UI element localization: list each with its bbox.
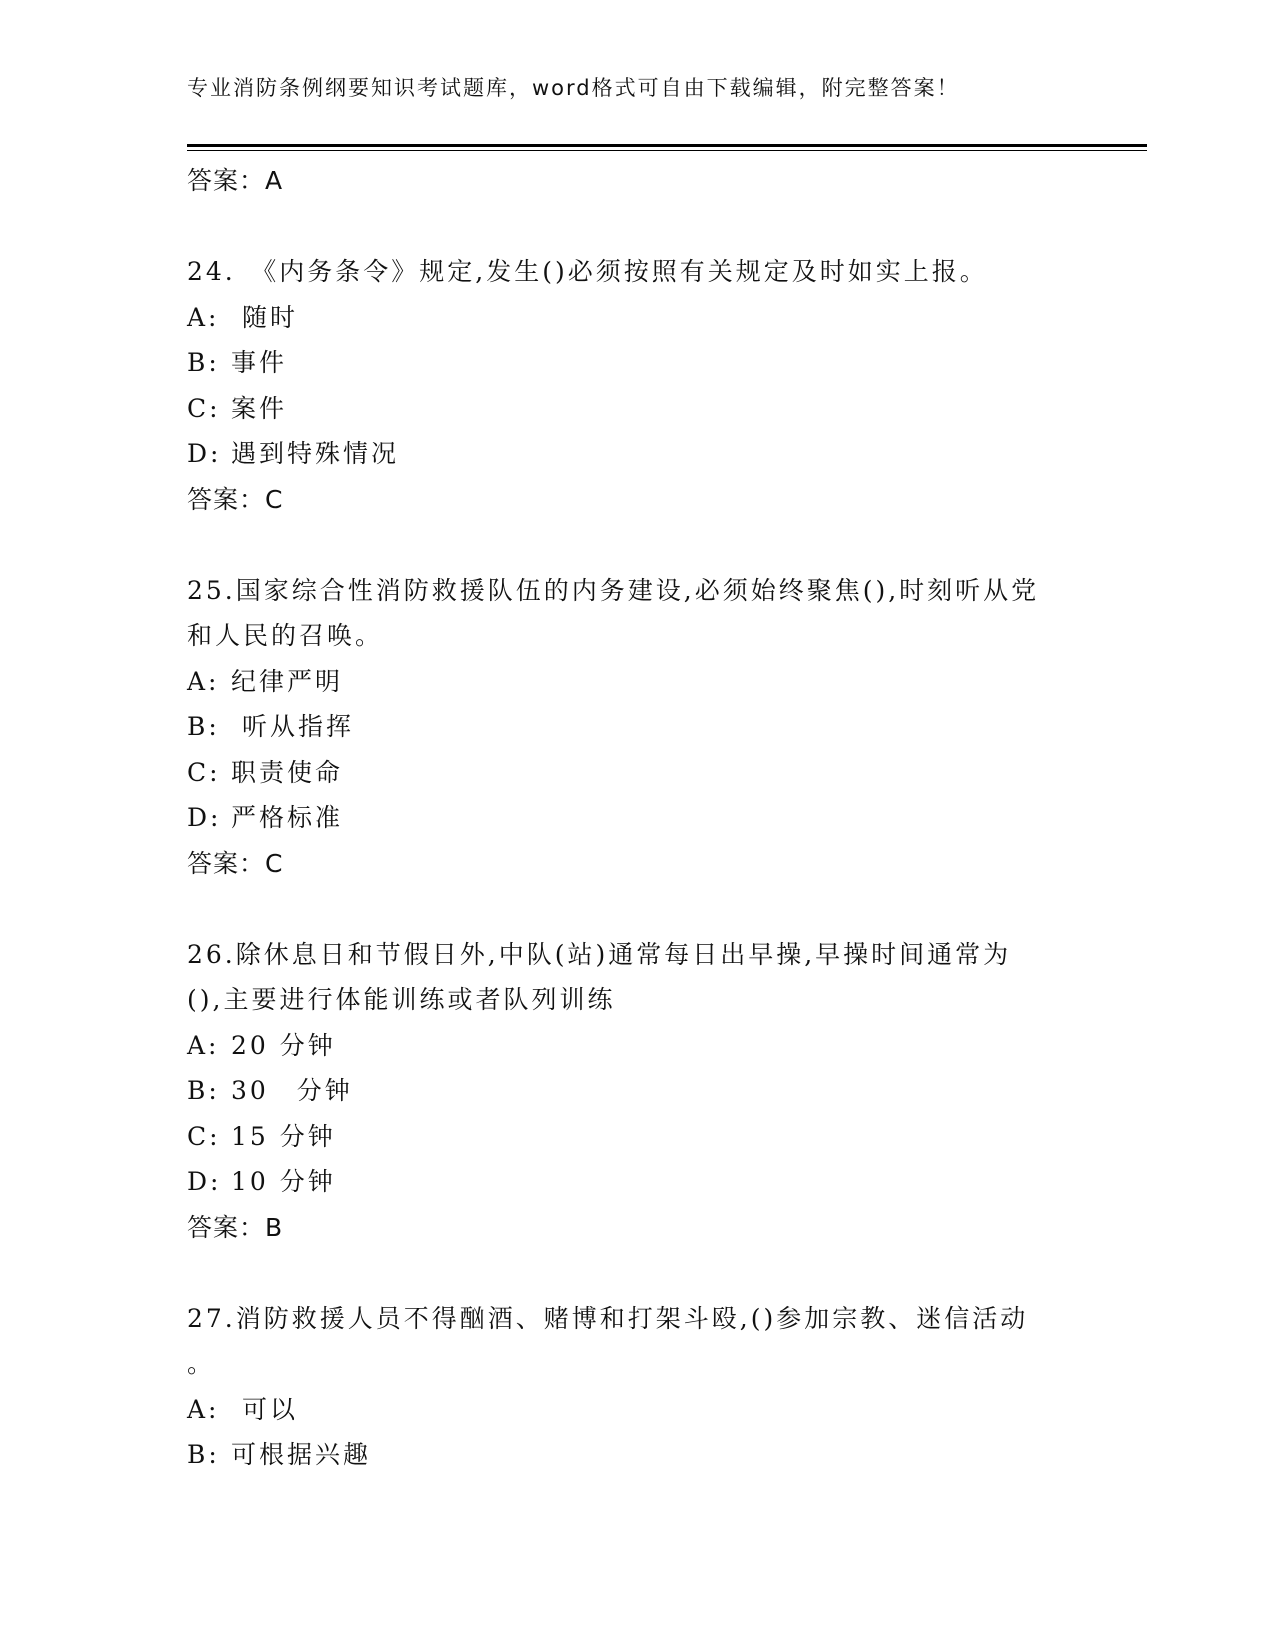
question-25-option-a: A: 纪律严明 bbox=[187, 666, 344, 696]
question-24-answer: 答案：C bbox=[187, 484, 284, 514]
question-26-stem-line-1: 26.除休息日和节假日外,中队(站)通常每日出早操,早操时间通常为 bbox=[187, 939, 1012, 969]
spacer bbox=[187, 1250, 1087, 1296]
answer-prev: 答案：A bbox=[187, 166, 284, 195]
question-27-stem-line-1: 27.消防救援人员不得酗酒、赌博和打架斗殴,()参加宗教、迷信活动 bbox=[187, 1303, 1029, 1333]
question-24-option-a: A: 随时 bbox=[187, 302, 298, 332]
question-25-answer: 答案：C bbox=[187, 848, 284, 878]
spacer bbox=[187, 522, 1087, 568]
question-26-answer: 答案：B bbox=[187, 1212, 284, 1242]
question-24-stem: 24. 《内务条令》规定,发生()必须按照有关规定及时如实上报。 bbox=[187, 257, 988, 286]
question-26-option-a: A: 20 分钟 bbox=[187, 1030, 336, 1060]
question-27-option-a: A: 可以 bbox=[187, 1394, 298, 1424]
document-body bbox=[187, 158, 1087, 1478]
question-27-option-b: B: 可根据兴趣 bbox=[187, 1440, 372, 1469]
question-25-stem-line-1: 25.国家综合性消防救援队伍的内务建设,必须始终聚焦(),时刻听从党 bbox=[187, 575, 1040, 605]
spacer bbox=[187, 886, 1087, 932]
question-26-option-d: D: 10 分钟 bbox=[187, 1167, 336, 1196]
question-25-stem-line-2: 和人民的召唤。 bbox=[187, 621, 384, 650]
question-26-option-c: C: 15 分钟 bbox=[187, 1121, 336, 1151]
question-25-option-d: D: 严格标准 bbox=[187, 803, 344, 832]
page-header: 专业消防条例纲要知识考试题库，word格式可自由下载编辑，附完整答案！ bbox=[187, 76, 960, 100]
header-rule-thin bbox=[187, 150, 1147, 151]
question-25-option-b: B: 听从指挥 bbox=[187, 712, 354, 741]
question-24-option-d: D: 遇到特殊情况 bbox=[187, 439, 400, 468]
question-27-stem-line-2: 。 bbox=[187, 1349, 216, 1378]
question-26-stem-line-2: (),主要进行体能训练或者队列训练 bbox=[187, 985, 616, 1014]
question-24-option-c: C: 案件 bbox=[187, 393, 288, 423]
question-25-option-c: C: 职责使命 bbox=[187, 757, 344, 787]
question-24-option-b: B: 事件 bbox=[187, 348, 288, 377]
spacer bbox=[187, 204, 1087, 250]
question-26-option-b: B: 30 分钟 bbox=[187, 1076, 353, 1105]
header-rule-thick bbox=[187, 144, 1147, 147]
